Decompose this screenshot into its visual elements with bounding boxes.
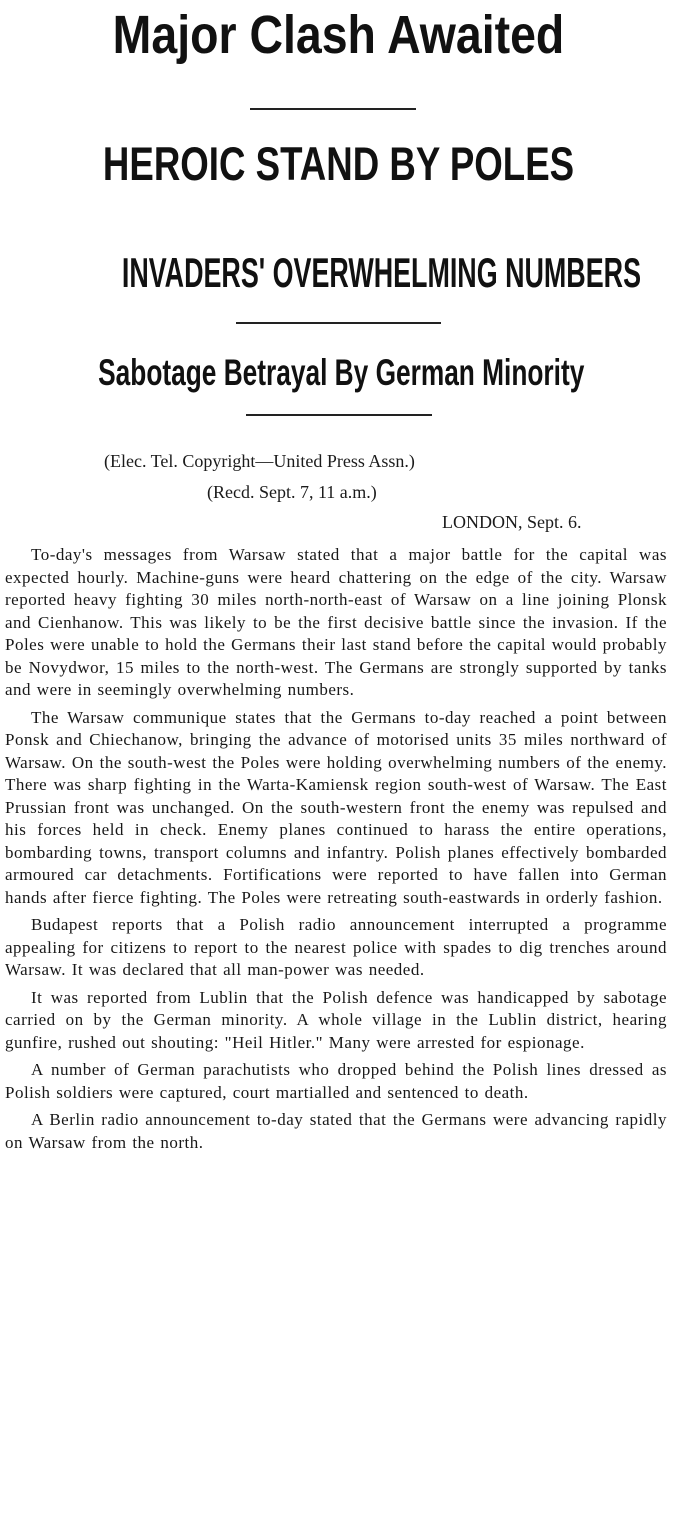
article-paragraph: A Berlin radio announcement to-day stated that the Germans were advancing rapidly on Warsaw from the north. bbox=[5, 1110, 667, 1152]
headline-divider bbox=[246, 414, 432, 416]
dateline: LONDON, Sept. 6. bbox=[442, 512, 582, 532]
article-paragraph: The Warsaw communique states that the Germans to-day reached a point between Ponsk and Chiechanow, bringing the advance of motorised units 35 miles northward of Warsaw. On the south-west the Poles were holding overwhelming numbers of the enemy. There was sharp fighting in the Warta-Kamiensk region south-west of Warsaw. The East Prussian front was unchanged. On the south-western front the enemy was repulsed and his forces held in check. Enemy planes continued to harass the entire operations, bombarding towns, transport columns and infantry. Polish planes effectively bombarded armoured car detachments. Fortifications were reported to have fallen into German hands after fierce fighting. The Poles were retreating south-eastwards in orderly fashion. bbox=[5, 707, 667, 907]
article-body bbox=[5, 544, 667, 1159]
article-paragraph: To-day's messages from Warsaw stated that a major battle for the capital was expected hourly. Machine-guns were heard chattering on the edge of the city. Warsaw reported heavy fighting 30 miles north-north-east of Warsaw on a line joining Plonsk and Cienhanow. This was likely to be the first decisive battle since the invasion. If the Poles were unable to hold the Germans their last stand before the capital would probably be Novydwor, 15 miles to the north-west. The Germans are strongly supported by tanks and were in seemingly overwhelming numbers. bbox=[5, 545, 667, 699]
article-paragraph: It was reported from Lublin that the Polish defence was handicapped by sabotage carried on by the German minority. A whole village in the Lublin district, hearing gunfire, rushed out shouting: "Heil Hitler." Many were arrested for espionage. bbox=[5, 987, 667, 1052]
article-paragraph: A number of German parachutists who dropped behind the Polish lines dressed as Polish soldiers were captured, court martialled and sentenced to death. bbox=[5, 1060, 667, 1102]
main-headline: Major Clash Awaited bbox=[112, 5, 565, 65]
article-paragraph: Budapest reports that a Polish radio announcement interrupted a programme appealing for citizens to report to the nearest police with spades to dig trenches around Warsaw. It was declared that all man-power was needed. bbox=[5, 915, 667, 979]
received-line: (Recd. Sept. 7, 11 a.m.) bbox=[207, 482, 377, 502]
third-headline: INVADERS' OVERWHELMING NUMBERS bbox=[121, 249, 642, 296]
second-headline: HEROIC STAND BY POLES bbox=[102, 137, 575, 190]
headline-divider bbox=[250, 108, 416, 110]
headline-divider bbox=[236, 322, 441, 324]
copyright-line: (Elec. Tel. Copyright—United Press Assn.) bbox=[104, 451, 415, 471]
sub-headline: Sabotage Betrayal By German Minority bbox=[98, 352, 585, 393]
